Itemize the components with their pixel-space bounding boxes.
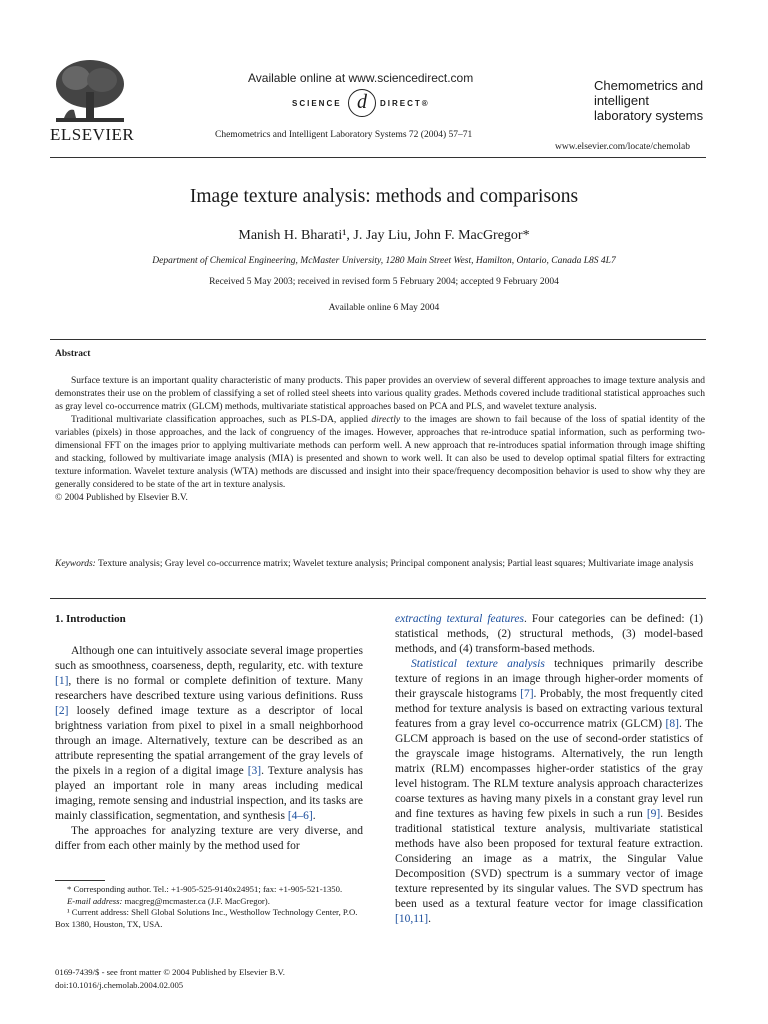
email-text: macgreg@mcmaster.ca (J.F. MacGregor). <box>122 895 270 906</box>
author-affiliation: Department of Chemical Engineering, McMaster University, 1280 Main Street West, Hamilton, Ontario, Canada L8S 4L7 <box>152 256 616 266</box>
footnote: * Corresponding author. Tel.: +1-905-525-9140x24951; fax: +1-905-521-1350. <box>67 884 343 894</box>
citation-link[interactable]: [7] <box>520 688 534 700</box>
citation-link[interactable]: [9] <box>646 808 661 820</box>
left-column <box>55 612 363 854</box>
abstract-top-divider <box>50 339 706 340</box>
sd-mark-icon: d <box>348 89 376 117</box>
journal-name <box>594 78 703 123</box>
emphasis-text: extracting textural features <box>395 613 524 625</box>
body-paragraph: The approaches for analyzing texture are very diverse, and differ from each other mainly by the method used for <box>55 825 363 852</box>
text: . <box>428 913 431 925</box>
journal-name-line: intelligent <box>594 93 649 108</box>
elsevier-wordmark: ELSEVIER <box>50 125 135 144</box>
text: . <box>312 810 316 822</box>
citation-link[interactable]: [2] <box>55 705 69 717</box>
text: loosely defined image texture as a descriptor of local brightness variation from pixel to pixel in a small neighborhood through an image. Alternatively, texture can be described as an attribute representing the spatial arrangement of the gray levels of the pixels in a region of a digital image <box>55 705 363 777</box>
issn-line: 0169-7439/$ - see front matter © 2004 Published by Elsevier B.V. <box>55 967 285 977</box>
abstract-emphasis: directly <box>371 415 401 425</box>
abstract-body <box>55 375 705 505</box>
footnote-divider <box>55 880 105 881</box>
text: . Texture analysis has played an important role in many areas including medical imaging, remote sensing and industrial inspection, and its tasks are mainly classification, segmentation, and synthesis <box>55 765 363 822</box>
available-online-text: Available online at www.sciencedirect.com <box>248 71 474 85</box>
section-heading: 1. Introduction <box>55 613 126 625</box>
body-paragraph <box>395 657 703 927</box>
article-dates: Received 5 May 2003; received in revised form 5 February 2004; accepted 9 February 2004 <box>209 277 559 287</box>
abstract-text: Traditional multivariate classification approaches, such as PLS-DA, applied <box>71 415 372 425</box>
body-paragraph <box>395 612 703 657</box>
citation-link[interactable]: [3] <box>247 765 262 777</box>
header-divider <box>50 157 706 158</box>
abstract-text: to the images are shown to fail because of the loss of spatial identity of the variables (pixels) in those approaches, and the lack of congruency of the images. However, approaches that re-introduce spatial information, such as performing two-dimensional FFT on the images prior to applying multivariate methods can perform well. A new approach that re-introduces spatial information through image shifting and stacking, followed by multivariate image analysis (MIA) is presented and shown to work well. It can also be used to develop optimal spatial filters for extracting texture information. Wavelet texture analysis (WTA) methods are discussed and insight into their space/frequency decomposition behavior is used to show why they are generally considered to be state of the art in texture analysis. <box>55 415 705 490</box>
footnote <box>55 896 363 908</box>
keywords-text: Texture analysis; Gray level co-occurrence matrix; Wavelet texture analysis; Principal component analysis; Partial least squares; Multivariate image analysis <box>95 559 694 569</box>
sd-left-text: SCIENCE <box>292 99 342 108</box>
journal-citation: Chemometrics and Intelligent Laboratory Systems 72 (2004) 57–71 <box>215 130 473 140</box>
journal-name-line: laboratory systems <box>594 108 704 123</box>
abstract-copyright: © 2004 Published by Elsevier B.V. <box>55 493 188 503</box>
keywords <box>55 558 705 571</box>
text: . Four categories can be defined: (1) statistical methods, (2) structural methods, (3) model-based methods, and (4) transform-based methods. <box>395 613 703 655</box>
footnotes <box>55 884 363 930</box>
email-label: E-mail address: <box>67 895 123 906</box>
sd-right-text: DIRECT® <box>380 99 430 108</box>
text: techniques primarily describe texture of regions in an image through higher-order moments of their grayscale histograms <box>395 658 703 700</box>
bottom-matter <box>55 966 285 991</box>
article-authors: Manish H. Bharati¹, J. Jay Liu, John F. MacGregor* <box>238 228 530 243</box>
doi-line: doi:10.1016/j.chemolab.2004.02.005 <box>55 979 184 990</box>
footnote: ¹ Current address: Shell Global Solutions Inc., Westhollow Technology Center, P.O. Box 1380, Houston, TX, USA. <box>55 907 358 929</box>
body-paragraph <box>55 644 363 824</box>
abstract-paragraph <box>55 414 705 492</box>
article-title: Image texture analysis: methods and comparisons <box>189 186 579 207</box>
text: . Besides traditional statistical texture analysis, multivariate statistical methods have also been proposed for textural feature extraction. Considering an image as a matrix, the Singular Value Decomposition (SVD) spectrum is a summary vector of image texture represented by its singular values. The SVD spectrum has been used as a textural feature vector for image classification <box>395 808 703 910</box>
text: . Probably, the most frequently cited method for texture analysis is based on extracting various textural features from a gray level co-occurrence matrix (GLCM) <box>395 688 703 730</box>
text: , there is no formal or complete definition of texture. Many researchers have described texture using various definitions. Russ <box>55 675 363 702</box>
journal-name-line: Chemometrics and <box>594 78 704 93</box>
body-divider <box>50 598 706 599</box>
citation-link[interactable]: [10,11] <box>395 913 429 925</box>
keywords-label: Keywords: <box>55 559 96 569</box>
right-column <box>395 612 703 927</box>
emphasis-text: Statistical texture analysis <box>411 658 545 670</box>
text: Although one can intuitively associate several image properties such as smoothness, coarseness, depth, regularity, etc. with texture <box>55 645 363 672</box>
available-online-date: Available online 6 May 2004 <box>328 303 440 313</box>
journal-url-link[interactable]: www.elsevier.com/locate/chemolab <box>555 142 690 152</box>
citation-link[interactable]: [4–6] <box>287 810 313 822</box>
sciencedirect-logo <box>292 89 442 117</box>
citation-link[interactable]: [1] <box>55 675 69 687</box>
abstract-heading: Abstract <box>55 349 91 359</box>
text: . The GLCM approach is based on the use of second-order statistics of the grayscale image histograms. Alternatively, the run length matrix (RLM) encompasses higher-order statistics of the gray level histogram. The RLM texture analysis approach characterizes coarse textures as having many pixels in a constant gray level run and fine textures as having few pixels in such a run <box>395 718 704 820</box>
citation-link[interactable]: [8] <box>665 718 679 730</box>
abstract-paragraph: Surface texture is an important quality characteristic of many products. This paper provides an overview of several different approaches to image texture analysis and demonstrates their use on the problem of classifying a set of rolled steel sheets into various quality grades. Methods covered include traditional statistical approaches such as gray level co-occurrence matrix (GLCM) methods, multivariate statistical approaches based on PCA and PLS, and wavelet texture analysis. <box>55 376 705 412</box>
elsevier-tree-logo-icon <box>50 58 130 126</box>
